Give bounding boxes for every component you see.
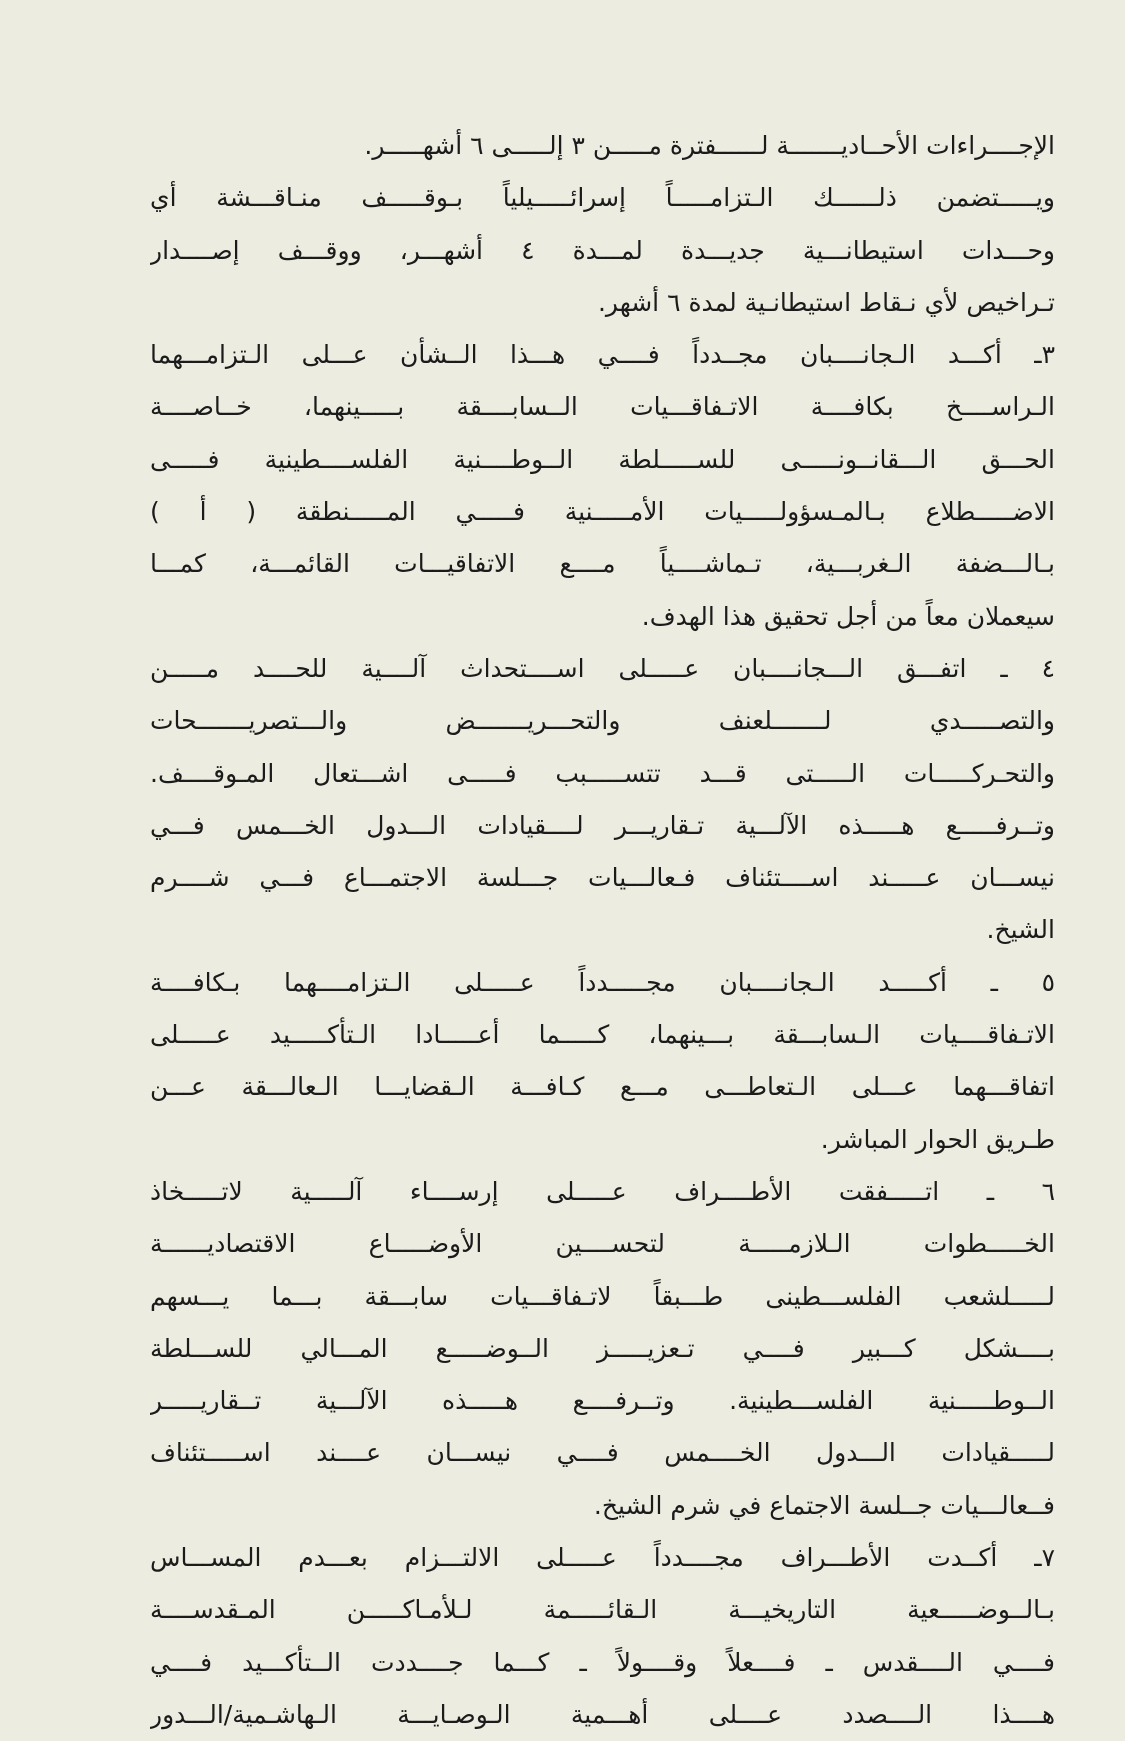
text-line-17: ٥ ـ أكـــــد الـجانــــبان مجـــــدداً عـــــلى الـتزامــــهما بـكافــــة — [150, 967, 1055, 997]
text-line-19: اتفاقـــهما عـــلى الـتعاطـــى مـــع كـافـــة الـقضايـــا الـعالـــقة عـــن — [150, 1072, 1055, 1102]
text-line-26: لـــــقيادات الـــدول الخــــمس فــــي نيســـان عــــند اســـــتئناف — [150, 1438, 1055, 1468]
document-page — [150, 120, 1055, 1741]
text-line-22: الخـــــطوات الـلازمـــــة لتحســــين الأوضـــــاع الاقتصاديــــــة — [150, 1229, 1055, 1259]
text-line-3: وحـــدات استيطانـــية جديـــدة لمـــدة ٤ أشهـــر، ووقـــف إصــــدار — [150, 235, 1055, 265]
text-line-21: ٦ ـ اتـــــفقت الأطــــراف عـــــلى إرســــاء آلـــــية لاتـــــخاذ — [150, 1176, 1055, 1206]
text-line-9: بـالـــضفة الـغربـــية، تـماشــــياً مــــع الاتفاقيـــات القائمـــة، كمـــا — [150, 549, 1055, 579]
text-line-6: الـراســــخ بكافــــة الاتـفاقـــيات الــسابــــقة بـــــينهما، خــاصــــة — [150, 392, 1055, 422]
text-line-2: ويـــــتضمن ذلــــــك الـتزامـــــاً إسرائـــــيلياً بـوقـــــف منـاقـــشة أي — [150, 183, 1055, 213]
text-line-12: والتصـــــدي لـــــــلعنف والتحـــريـــــــض والـــتصريـــــــحات — [150, 706, 1055, 736]
text-line-18: الاتـفاقــــيات الـسابـــقة بـــينهما، كـــــما أعـــــادا الـتأكـــــيد عـــــلى — [150, 1020, 1055, 1050]
text-line-1: الإجــــراءات الأحــاديـــــــة لــــــفترة مـــــن ٣ إلـــــى ٦ أشهـــــر. — [364, 131, 1055, 160]
text-line-16: الشيخ. — [986, 915, 1055, 945]
text-line-8: الاضـــــطلاع بـالمـسؤولـــــيات الأمـــــنية فـــــي المـــــنطقة ( أ ) — [150, 497, 1055, 527]
text-line-27: فــعالـــيات جــلسة الاجتماع في شرم الشيخ. — [593, 1490, 1055, 1520]
text-line-29: بـالــوضـــــعية التاريخيـــة الـقائـــــمة لـلأمـاكـــــن المـقدســــة — [150, 1595, 1055, 1625]
text-line-5: ٣ـ أكـــد الـجانــــبان مجــدداً فــــي هـــذا الــشأن عـــلى الـتزامـــهما — [150, 340, 1055, 370]
text-line-15: نيســـان عـــــند اســــتئناف فـعالـــيات جـــلسة الاجتمـــاع فـــي شــــرم — [150, 863, 1055, 893]
text-line-31: هــــذا الــــصدد عــــلى أهـــمية الـوصـايـــة الـهاشـمية/الـــدور — [150, 1699, 1055, 1729]
text-line-28: ٧ـ أكــدت الأطـــراف مجــــدداً عـــــلى الالتـــزام بعـــدم المســـاس — [150, 1543, 1055, 1573]
text-line-30: فــــي الــــقدس ـ فــــعلاً وقــــولاً ـ كـــما جــــددت الــتأكـــيد فــــي — [150, 1647, 1055, 1677]
text-line-14: وتــرفـــــع هـــــذه الآلـــية تـقاريـــر لــــقيادات الـــدول الخـــمس فـــي — [150, 810, 1055, 840]
text-line-25: الــوطـــــنية الفلســـطينية. وتــرفــــع هـــــذه الآلـــية تــقاريـــــر — [150, 1386, 1055, 1416]
text-line-13: والتحـركـــــات الـــــتى قـــد تتســـــبب فـــــى اشـــتعال المـوقــــف. — [150, 758, 1055, 788]
text-line-11: ٤ ـ اتفـــق الـــجانــــبان عـــــلى اســــتحداث آلــــية للحــــد مـــــن — [150, 653, 1055, 683]
text-line-23: لـــــلشعب الفلســـطينى طـــبقاً لاتـفاقـــيات سابـــقة بـــما يـــسهم — [150, 1281, 1055, 1311]
text-line-24: بــــشكل كـــبير فــــي تـعزيـــــز الــوضـــــع المـــالي للســـلطة — [150, 1333, 1055, 1363]
text-line-10: سيعملان معاً من أجل تحقيق هذا الهدف. — [641, 601, 1055, 631]
text-line-20: طـريق الحوار المباشر. — [820, 1124, 1055, 1154]
text-line-7: الحـــق الـــقانــونـــــى للســـــلطة الــوطــــنية الفلســــطينية فـــــى — [150, 444, 1055, 474]
text-line-4: تـراخيص لأي نـقاط استيطانـية لمدة ٦ أشهر. — [597, 287, 1055, 317]
